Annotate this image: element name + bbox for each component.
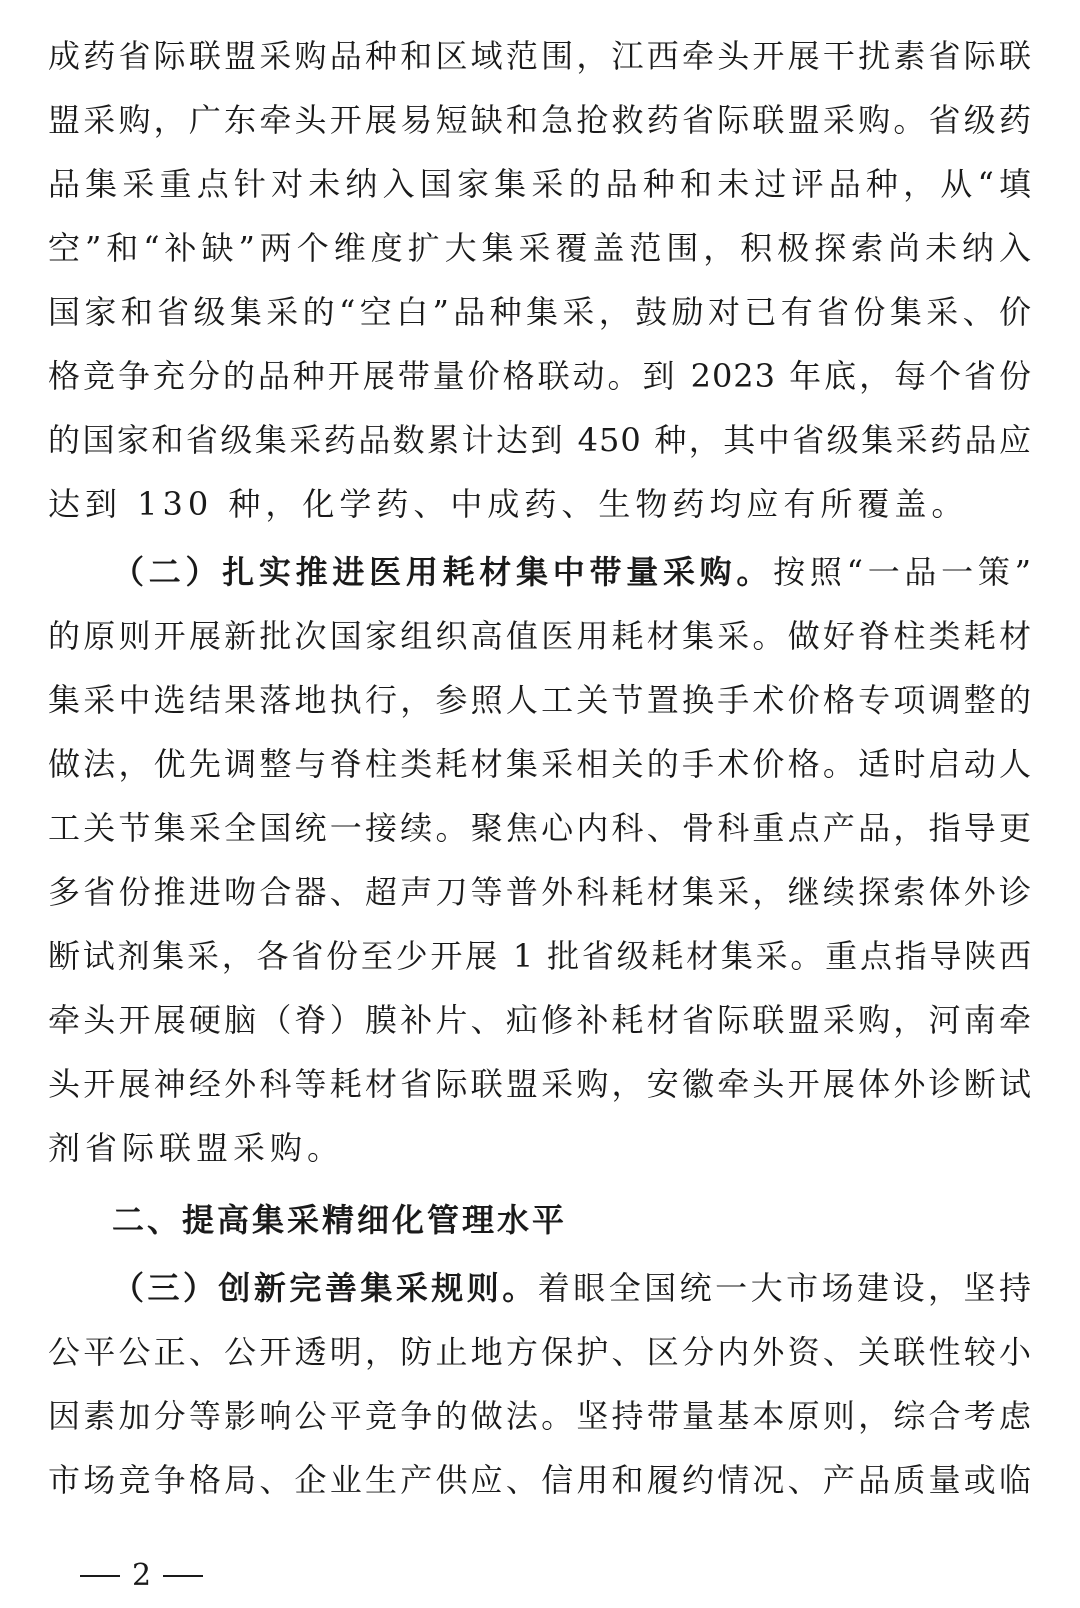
text-line: 的国家和省级集采药品数累计达到 450 种，其中省级集采药品应 — [48, 421, 1032, 459]
text-line: 牵头开展硬脑（脊）膜补片、疝修补耗材省际联盟采购，河南牵 — [48, 1001, 1032, 1039]
text-line: 多省份推进吻合器、超声刀等普外科耗材集采，继续探索体外诊 — [48, 873, 1032, 911]
text-line: 头开展神经外科等耗材省际联盟采购，安徽牵头开展体外诊断试 — [48, 1065, 1032, 1103]
paragraph-heading: （二）扎实推进医用耗材集中带量采购。 — [112, 553, 774, 591]
text-line: 格竞争充分的品种开展带量价格联动。到 2023 年底，每个省份 — [48, 357, 1032, 395]
text-line: 国家和省级集采的“空白”品种集采，鼓励对已有省份集采、价 — [48, 293, 1032, 331]
paragraph-text: 着眼全国统一大市场建设，坚持 — [537, 1269, 1032, 1307]
paragraph-text: 按照“一品一策” — [773, 553, 1032, 591]
page-footer — [80, 1556, 203, 1596]
text-line: 集采中选结果落地执行，参照人工关节置换手术价格专项调整的 — [48, 681, 1032, 719]
text-line: 公平公正、公开透明，防止地方保护、区分内外资、关联性较小 — [48, 1333, 1032, 1371]
paragraph-heading: （三）创新完善集采规则。 — [112, 1269, 538, 1307]
text-line: 工关节集采全国统一接续。聚焦心内科、骨科重点产品，指导更 — [48, 809, 1032, 847]
text-line: 剂省际联盟采购。 — [48, 1129, 345, 1167]
text-line: 因素加分等影响公平竞争的做法。坚持带量基本原则，综合考虑 — [48, 1397, 1032, 1435]
text-line: 市场竞争格局、企业生产供应、信用和履约情况、产品质量或临 — [48, 1461, 1032, 1499]
paragraph-first-line — [112, 552, 1032, 592]
text-line: 达到 130 种，化学药、中成药、生物药均应有所覆盖。 — [48, 485, 969, 523]
footer-dash-right — [163, 1575, 203, 1577]
text-line: 品集采重点针对未纳入国家集采的品种和未过评品种，从“填 — [48, 165, 1032, 203]
section-heading: 二、提高集采精细化管理水平 — [112, 1201, 568, 1239]
text-line: 盟采购，广东牵头开展易短缺和急抢救药省际联盟采购。省级药 — [48, 101, 1032, 139]
text-line: 的原则开展新批次国家组织高值医用耗材集采。做好脊柱类耗材 — [48, 617, 1032, 655]
text-line: 做法，优先调整与脊柱类耗材集采相关的手术价格。适时启动人 — [48, 745, 1032, 783]
text-line: 空”和“补缺”两个维度扩大集采覆盖范围，积极探索尚未纳入 — [48, 229, 1032, 267]
page-number: 2 — [132, 1558, 152, 1593]
paragraph-first-line — [112, 1268, 1032, 1308]
text-line: 成药省际联盟采购品种和区域范围，江西牵头开展干扰素省际联 — [48, 37, 1032, 75]
text-line: 断试剂集采，各省份至少开展 1 批省级耗材集采。重点指导陕西 — [48, 937, 1032, 975]
footer-dash-left — [80, 1575, 120, 1577]
